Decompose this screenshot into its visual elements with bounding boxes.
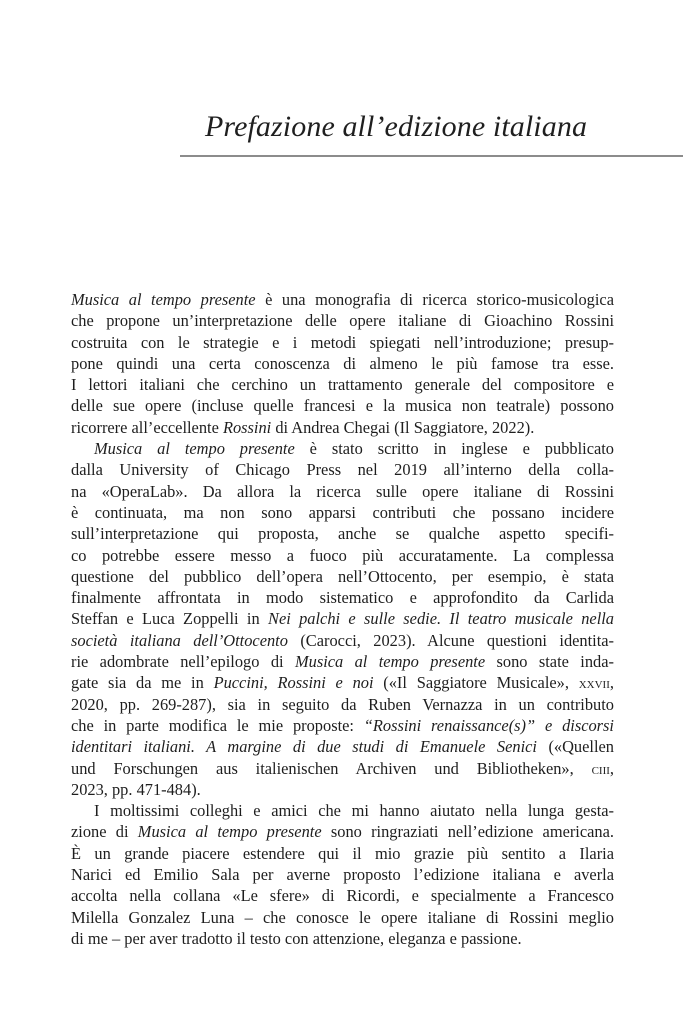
text-run: È un grande piacere estendere qui il mio grazie più sentito a Ilaria xyxy=(71,843,614,863)
text-run: è stato scritto in inglese e pubblicato xyxy=(294,439,614,459)
text-run: sono ringraziati nell’edizione americana. xyxy=(321,822,614,842)
title-rule xyxy=(180,155,683,157)
text-line xyxy=(71,928,614,949)
text-line xyxy=(71,715,614,736)
page-title: Prefazione all’edizione italiana xyxy=(205,110,588,143)
text-run: Narici ed Emilio Sala per averne proposto l’edizione italiana e averla xyxy=(71,865,614,885)
paragraph xyxy=(71,289,614,438)
text-run: sono state inda- xyxy=(485,652,614,672)
paragraph xyxy=(71,800,614,949)
text-run: questione del pubblico dell’opera nell’Ottocento, per esempio, è stata xyxy=(71,566,614,586)
text-line xyxy=(71,481,614,502)
text-line xyxy=(71,779,614,800)
text-line xyxy=(71,502,614,523)
text-line xyxy=(71,566,614,587)
text-line xyxy=(71,459,614,480)
text-run: pone quindi una certa conoscenza di almeno le più famose tra esse. xyxy=(71,353,614,373)
text-line xyxy=(71,651,614,672)
text-run: finalmente affrontata in modo sistematico e approfondito da Carlida xyxy=(71,588,614,608)
text-line xyxy=(71,523,614,544)
text-run: che propone un’interpretazione delle opere italiane di Gioachino Rossini xyxy=(71,311,614,331)
text-run: accolta nella collana «Le sfere» di Ricordi, e specialmente a Francesco xyxy=(71,886,614,906)
text-run: Milella Gonzalez Luna – che conosce le opere italiane di Rossini meglio xyxy=(71,907,614,927)
text-run: (Carocci, 2023). Alcune questioni identita- xyxy=(287,630,615,650)
italic-title: Musica al tempo presente xyxy=(71,290,256,309)
text-line xyxy=(71,438,614,459)
text-run: Steffan e Luca Zoppelli in xyxy=(71,609,269,629)
italic-title: Musica al tempo presente xyxy=(94,439,295,459)
text-run: ricorrere all’eccellente xyxy=(71,417,223,437)
text-run: dalla University of Chicago Press nel 2019 all’interno della colla- xyxy=(71,460,614,480)
text-line xyxy=(71,310,614,331)
text-line xyxy=(71,289,614,310)
text-line xyxy=(71,587,614,608)
text-run: xxvii xyxy=(578,673,610,693)
text-run: co potrebbe essere messo a fuoco più accuratamente. La complessa xyxy=(71,545,614,565)
italic-title: società italiana dell’Ottocento xyxy=(71,630,288,650)
text-run: delle sue opere (incluse quelle francesi e la musica non teatrale) possono xyxy=(71,396,614,416)
text-line xyxy=(71,864,614,885)
text-line xyxy=(71,332,614,353)
text-line xyxy=(71,800,614,821)
text-line xyxy=(71,353,614,374)
text-run: , xyxy=(609,758,614,778)
text-run: («Quellen xyxy=(536,737,614,757)
text-line xyxy=(71,907,614,928)
italic-title: “Rossini renaissance(s)” e discorsi xyxy=(363,715,614,735)
italic-title: Rossini xyxy=(222,417,272,437)
text-run: und Forschungen aus italienischen Archiven und Bibliotheken», xyxy=(71,758,592,778)
text-run: I moltissimi colleghi e amici che mi hanno aiutato nella lunga gesta- xyxy=(94,801,614,821)
text-run: I lettori italiani che cerchino un trattamento generale del compositore e xyxy=(71,375,614,395)
text-run: ciii xyxy=(591,758,610,778)
text-line xyxy=(71,374,614,395)
text-line xyxy=(71,821,614,842)
text-line xyxy=(71,885,614,906)
text-line xyxy=(71,694,614,715)
text-run: che in parte modifica le mie proposte: xyxy=(71,715,364,735)
text-line xyxy=(71,417,614,438)
preface-body xyxy=(71,289,614,949)
text-run: rie adombrate nell’epilogo di xyxy=(71,652,295,672)
text-run: («Il Saggiatore Musicale», xyxy=(373,673,579,693)
text-run: sull’interpretazione qui proposta, anche se qualche aspetto specifi- xyxy=(71,524,614,544)
italic-title: Puccini, Rossini e noi xyxy=(213,673,374,693)
text-run: di Andrea Chegai (Il Saggiatore, 2022). xyxy=(271,417,535,437)
text-line xyxy=(71,672,614,693)
italic-title: Musica al tempo presente xyxy=(294,652,486,672)
italic-title: Musica al tempo presente xyxy=(137,822,322,842)
text-run: zione di xyxy=(71,822,138,842)
text-line xyxy=(71,608,614,629)
paragraph xyxy=(71,438,614,800)
italic-title: Nei palchi e sulle sedie. Il teatro musicale nella xyxy=(268,609,614,629)
text-run: 2023, pp. 471-484). xyxy=(71,779,201,799)
text-run: gate sia da me in xyxy=(71,673,214,693)
text-line xyxy=(71,736,614,757)
text-line xyxy=(71,843,614,864)
text-run: di me – per aver tradotto il testo con attenzione, eleganza e passione. xyxy=(71,928,522,948)
italic-title: identitari italiani. A margine di due studi di Emanuele Senici xyxy=(71,737,537,757)
text-line xyxy=(71,545,614,566)
text-run: è una monografia di ricerca storico-musicologica xyxy=(255,290,614,309)
text-run: 2020, pp. 269-287), sia in seguito da Ruben Vernazza in un contributo xyxy=(71,694,614,714)
text-run: , xyxy=(609,673,614,693)
text-line xyxy=(71,630,614,651)
text-run: na «OperaLab». Da allora la ricerca sulle opere italiane di Rossini xyxy=(71,481,614,501)
text-run: costruita con le strategie e i metodi spiegati nell’introduzione; presup- xyxy=(71,332,614,352)
text-line xyxy=(71,395,614,416)
text-run: è continuata, ma non sono apparsi contributi che possano incidere xyxy=(71,502,614,522)
text-line xyxy=(71,758,614,779)
